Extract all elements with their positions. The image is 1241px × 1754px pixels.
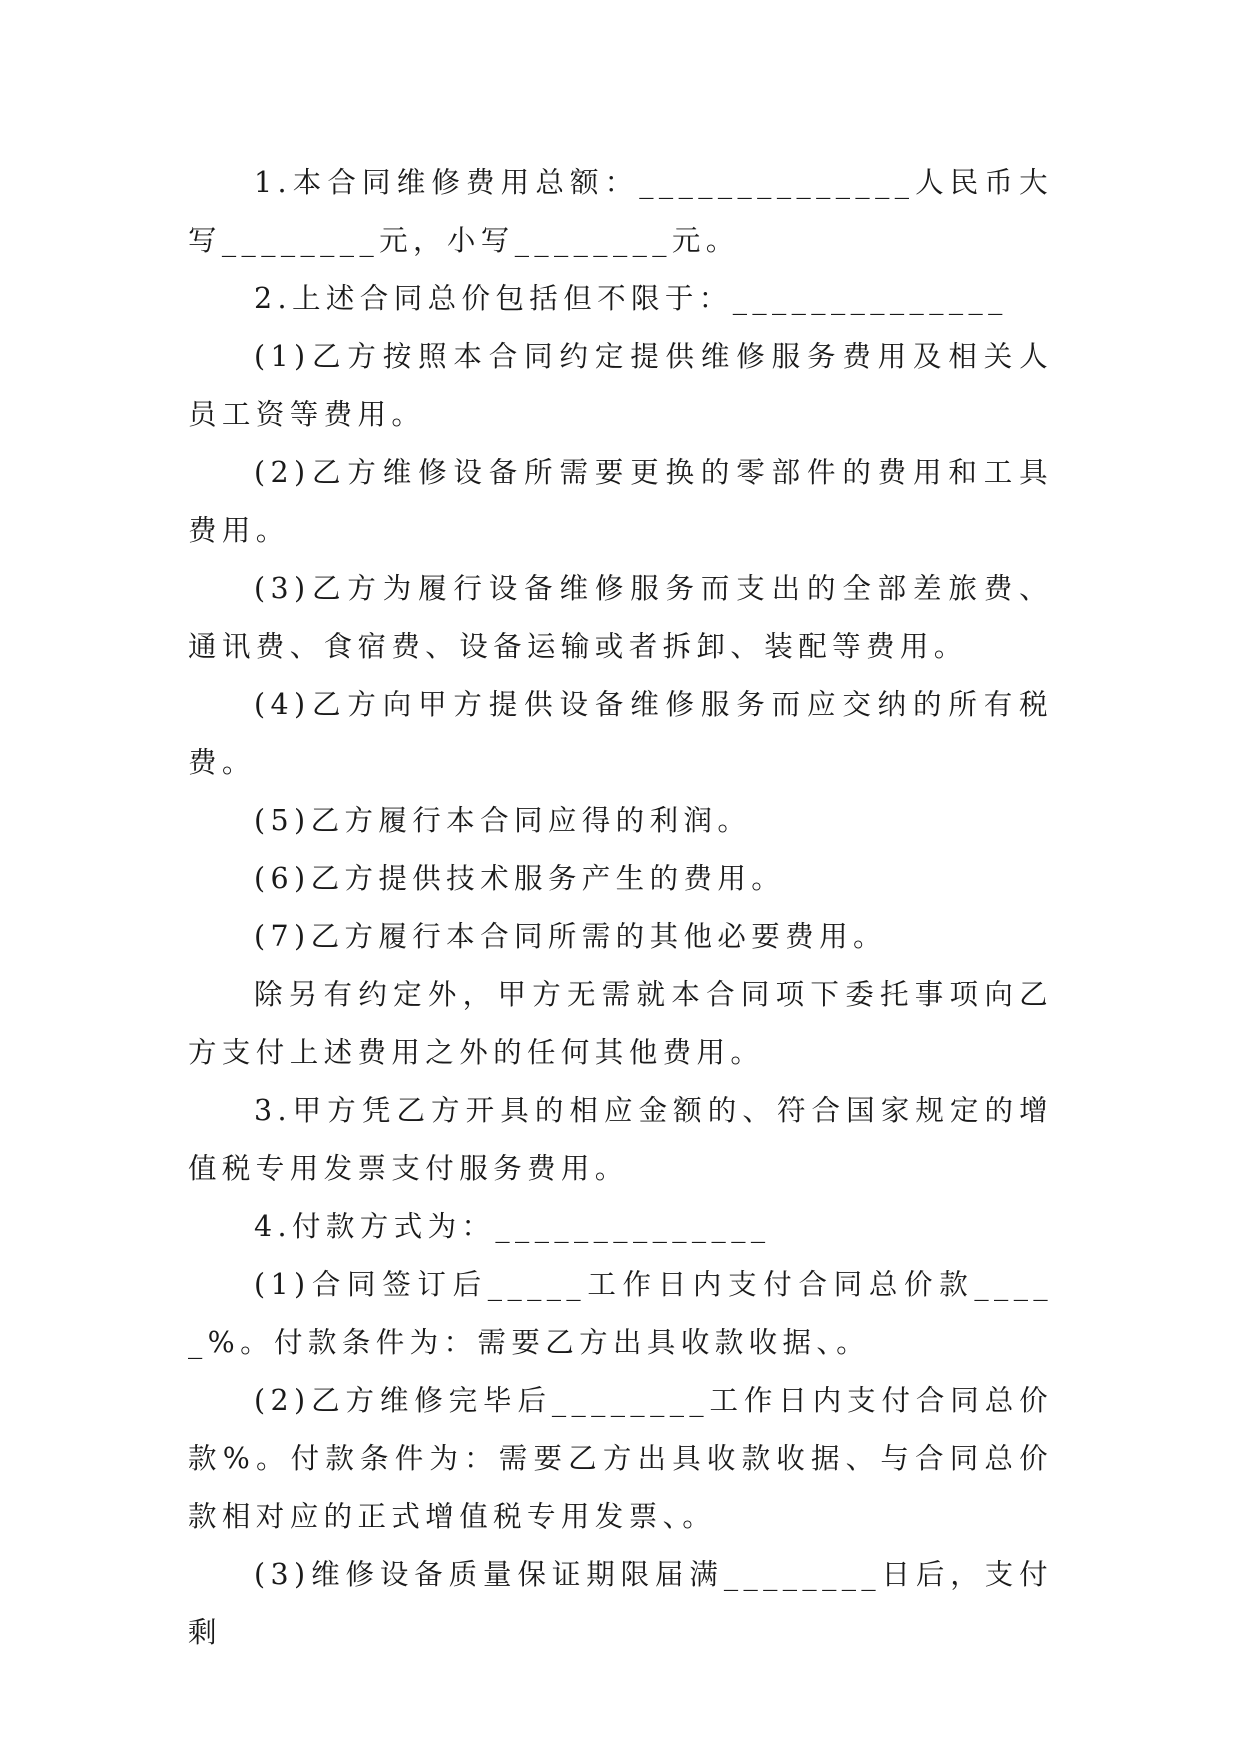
clause-4-item-1: (1)合同签订后_____工作日内支付合同总价款_____%。付款条件为：需要乙方出具收款收据、。: [188, 1268, 1053, 1359]
clause-4-payment-method: 4.付款方式为：______________: [254, 1210, 771, 1243]
clause-2-item-1: (1)乙方按照本合同约定提供维修服务费用及相关人员工资等费用。: [188, 340, 1053, 431]
clause-4-item-2: (2)乙方维修完毕后________工作日内支付合同总价款%。付款条件为：需要乙方出具收款收据、与合同总价款相对应的正式增值税专用发票、。: [188, 1384, 1053, 1533]
clause-2-item-5: (5)乙方履行本合同应得的利润。: [254, 804, 752, 837]
clause-1-total-fee: 1.本合同维修费用总额：______________人民币大写________元，小写________元。: [188, 166, 1053, 257]
clause-3-invoice: 3.甲方凭乙方开具的相应金额的、符合国家规定的增值税专用发票支付服务费用。: [188, 1094, 1053, 1185]
document-body: [188, 154, 1053, 1662]
clause-2-item-3: (3)乙方为履行设备维修服务而支出的全部差旅费、通讯费、食宿费、设备运输或者拆卸、装配等费用。: [188, 572, 1053, 663]
clause-2-item-2: (2)乙方维修设备所需要更换的零部件的费用和工具费用。: [188, 456, 1053, 547]
clause-2-exclusion-note: 除另有约定外，甲方无需就本合同项下委托事项向乙方支付上述费用之外的任何其他费用。: [188, 978, 1053, 1069]
clause-2-price-includes: 2.上述合同总价包括但不限于：______________: [254, 282, 1008, 315]
clause-4-item-3: (3)维修设备质量保证期限届满________日后，支付剩: [188, 1558, 1053, 1649]
clause-2-item-4: (4)乙方向甲方提供设备维修服务而应交纳的所有税费。: [188, 688, 1053, 779]
clause-2-item-6: (6)乙方提供技术服务产生的费用。: [254, 862, 786, 895]
clause-2-item-7: (7)乙方履行本合同所需的其他必要费用。: [254, 920, 887, 953]
